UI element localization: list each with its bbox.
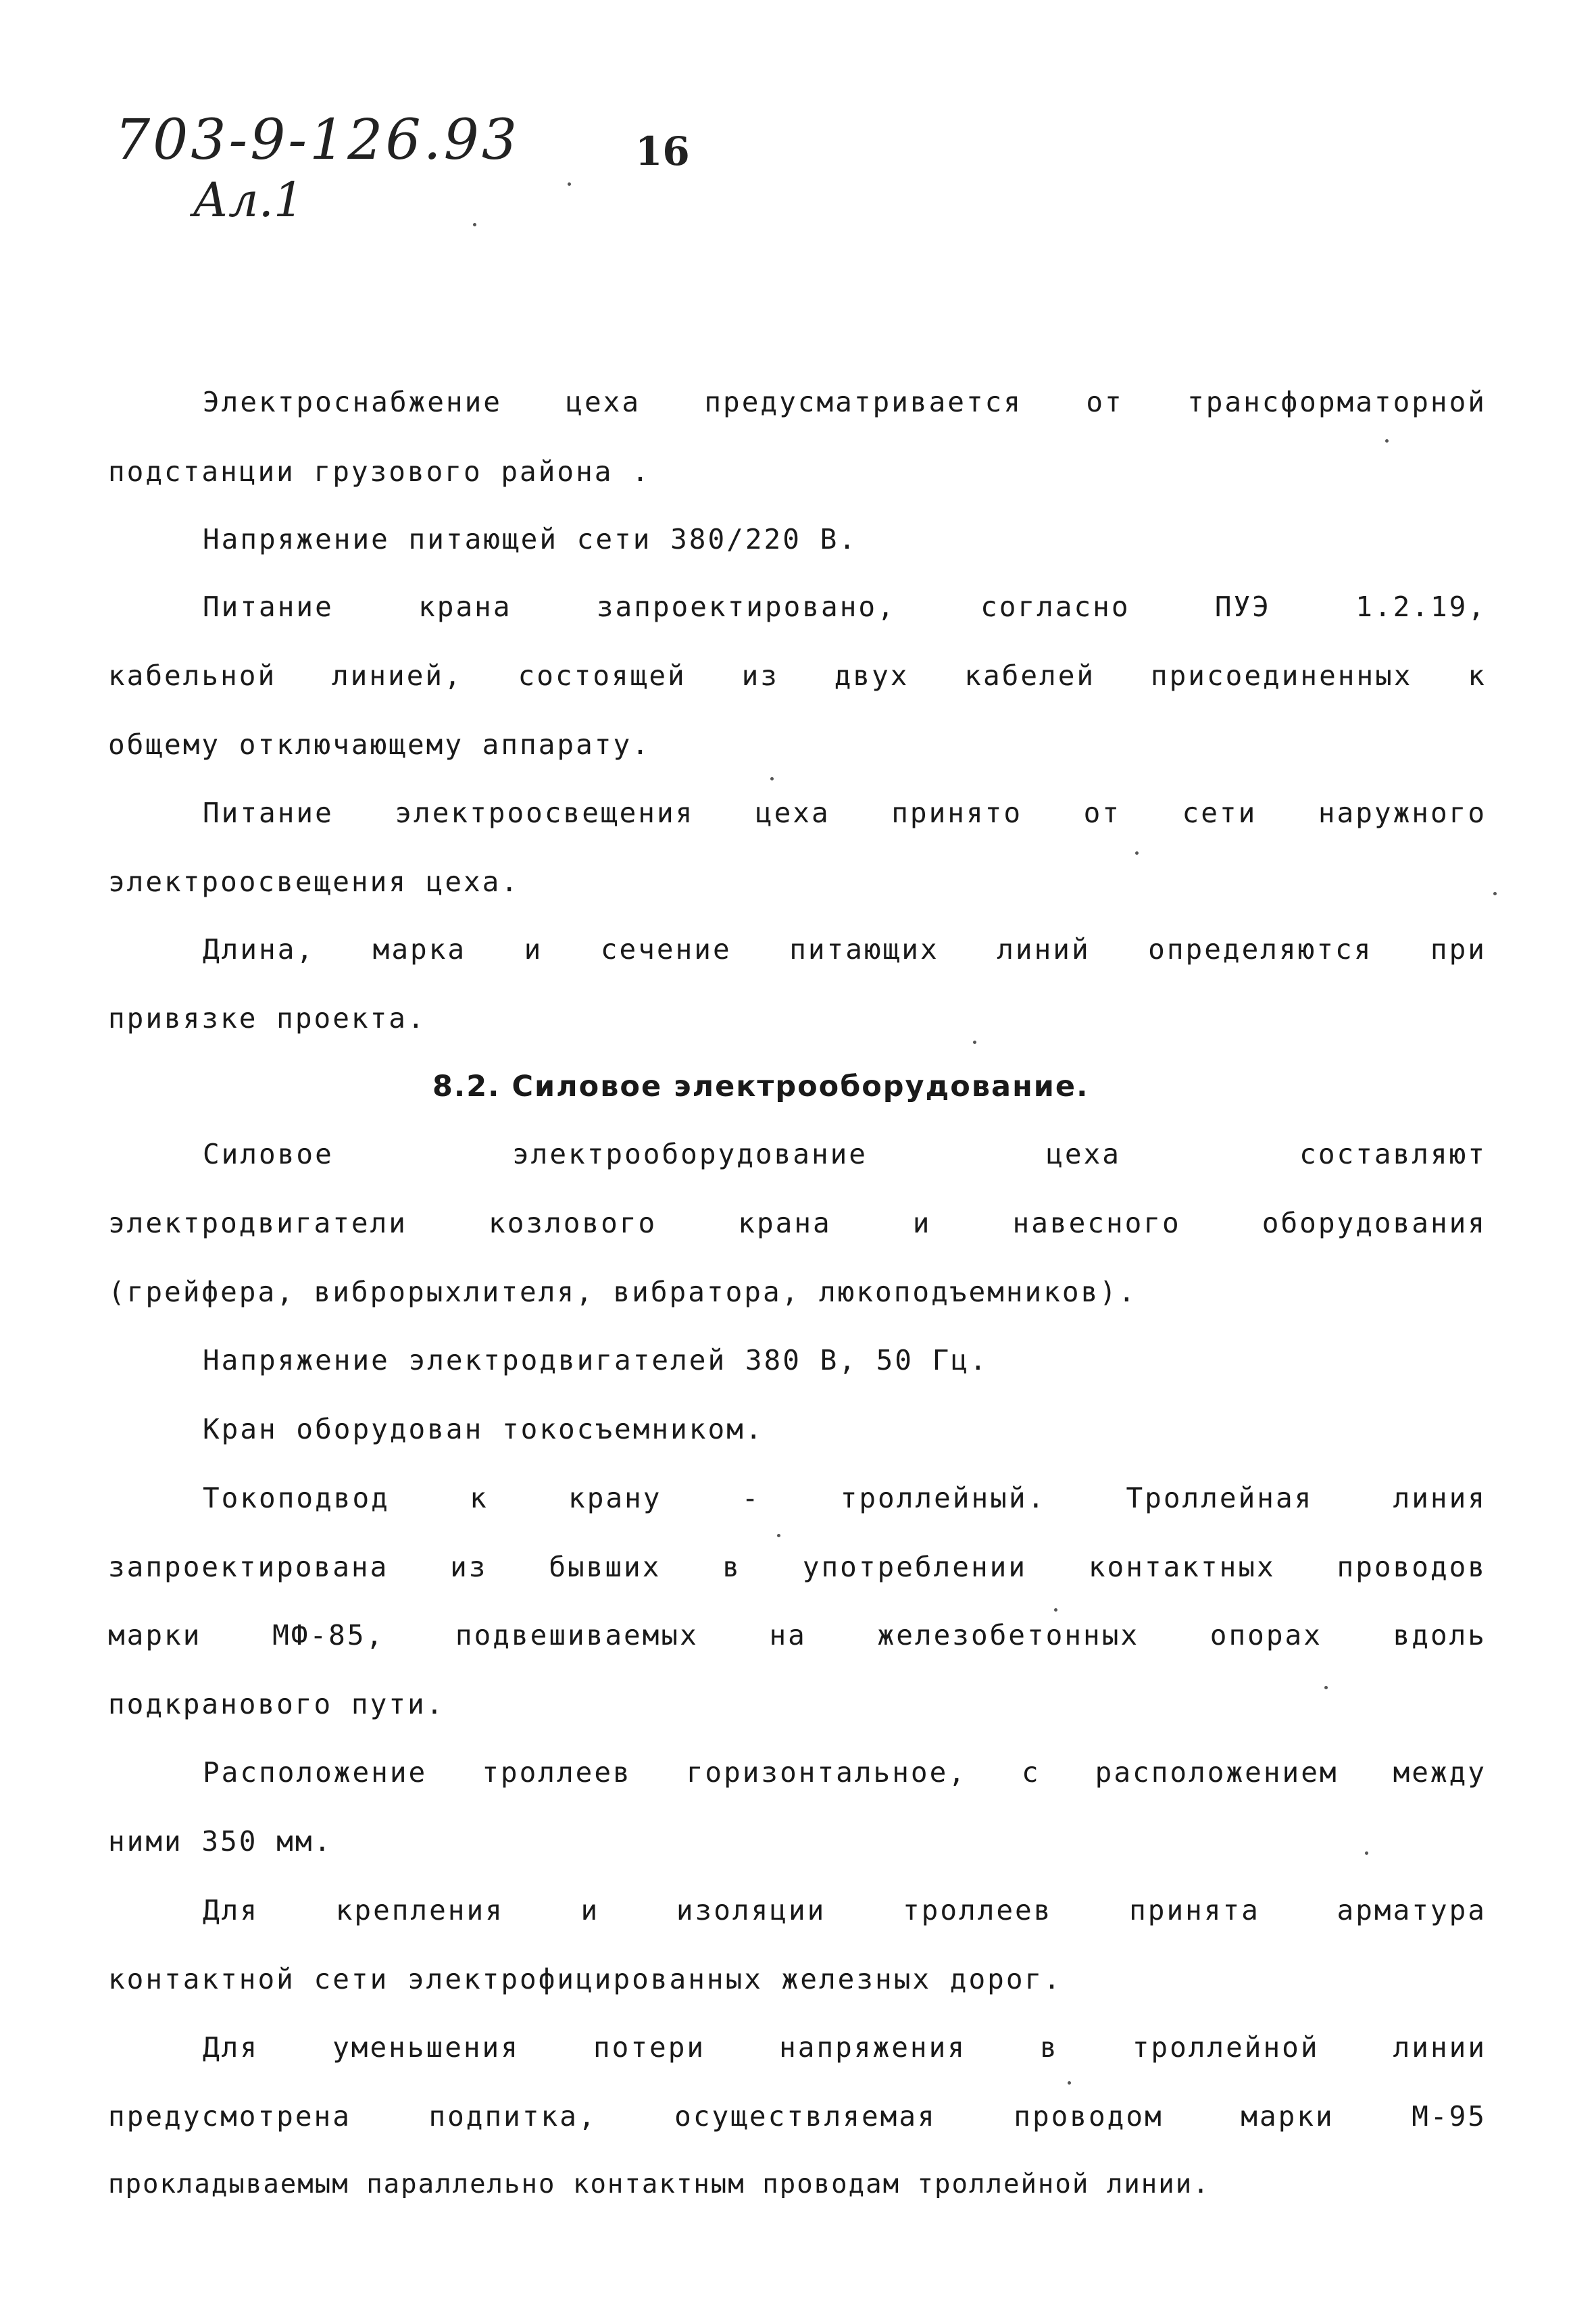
text-line: общему отключающему аппарату.: [108, 728, 651, 761]
section-heading: 8.2. Силовое электрооборудование.: [432, 1070, 1089, 1103]
scan-speck: [973, 1041, 976, 1044]
text-line: (грейфера, виброрыхлителя, вибратора, люкоподъемников).: [108, 1276, 1137, 1308]
scan-speck: [770, 777, 774, 780]
document-code: 703-9-126.93: [115, 108, 520, 172]
text-line: Длина, марка и сечение питающих линий определяются при: [203, 933, 1487, 966]
text-line: запроектирована из бывших в употреблении контактных проводов: [108, 1551, 1487, 1583]
text-line: Питание электроосвещения цеха принято от сети наружного: [203, 797, 1487, 829]
text-line: Расположение троллеев горизонтальное, с расположением между: [203, 1756, 1487, 1789]
text-line: Электроснабжение цеха предусматривается от трансформаторной: [203, 386, 1487, 418]
scan-speck: [1054, 1608, 1057, 1612]
scan-speck: [1365, 1851, 1368, 1855]
scan-speck: [777, 1534, 780, 1537]
text-line: Для крепления и изоляции троллеев принята арматура: [203, 1894, 1487, 1926]
scan-speck: [1493, 892, 1497, 895]
text-line: электродвигатели козлового крана и навесного оборудования: [108, 1207, 1487, 1239]
text-line: марки МФ-85, подвешиваемых на железобетонных опорах вдоль: [108, 1619, 1487, 1651]
text-line: Для уменьшения потери напряжения в троллейной линии: [203, 2031, 1487, 2064]
scan-speck: [473, 223, 476, 226]
text-line: Напряжение электродвигателей 380 В, 50 Гц.: [203, 1344, 989, 1376]
text-line: подкранового пути.: [108, 1688, 445, 1720]
text-line: Кран оборудован токосъемником.: [203, 1413, 764, 1445]
text-line: кабельной линией, состоящей из двух кабелей присоединенных к: [108, 659, 1487, 692]
scan-speck: [1385, 439, 1389, 443]
text-line: ними 350 мм.: [108, 1825, 333, 1858]
text-line: электроосвещения цеха.: [108, 866, 520, 898]
scan-speck: [1068, 2081, 1071, 2085]
scan-speck: [1324, 1686, 1328, 1689]
text-line: Напряжение питающей сети 380/220 В.: [203, 523, 857, 555]
text-line: подстанции грузового района .: [108, 455, 651, 488]
page-number: 16: [635, 128, 690, 174]
text-line: контактной сети электрофицированных железных дорог.: [108, 1963, 1062, 1995]
text-line: Питание крана запроектировано, согласно ПУЭ 1.2.19,: [203, 591, 1487, 623]
text-line: Силовое электрооборудование цеха составляют: [203, 1138, 1487, 1170]
scan-speck: [568, 182, 571, 186]
scan-speck: [1135, 851, 1139, 855]
text-line: прокладываемым параллельно контактным проводам троллейной линии.: [108, 2169, 1210, 2199]
sheet-label: Ал.1: [193, 172, 304, 228]
text-line: Токоподвод к крану - троллейный. Троллейная линия: [203, 1482, 1487, 1514]
text-line: предусмотрена подпитка, осуществляемая проводом марки М-95: [108, 2100, 1487, 2133]
text-line: привязке проекта.: [108, 1002, 426, 1035]
